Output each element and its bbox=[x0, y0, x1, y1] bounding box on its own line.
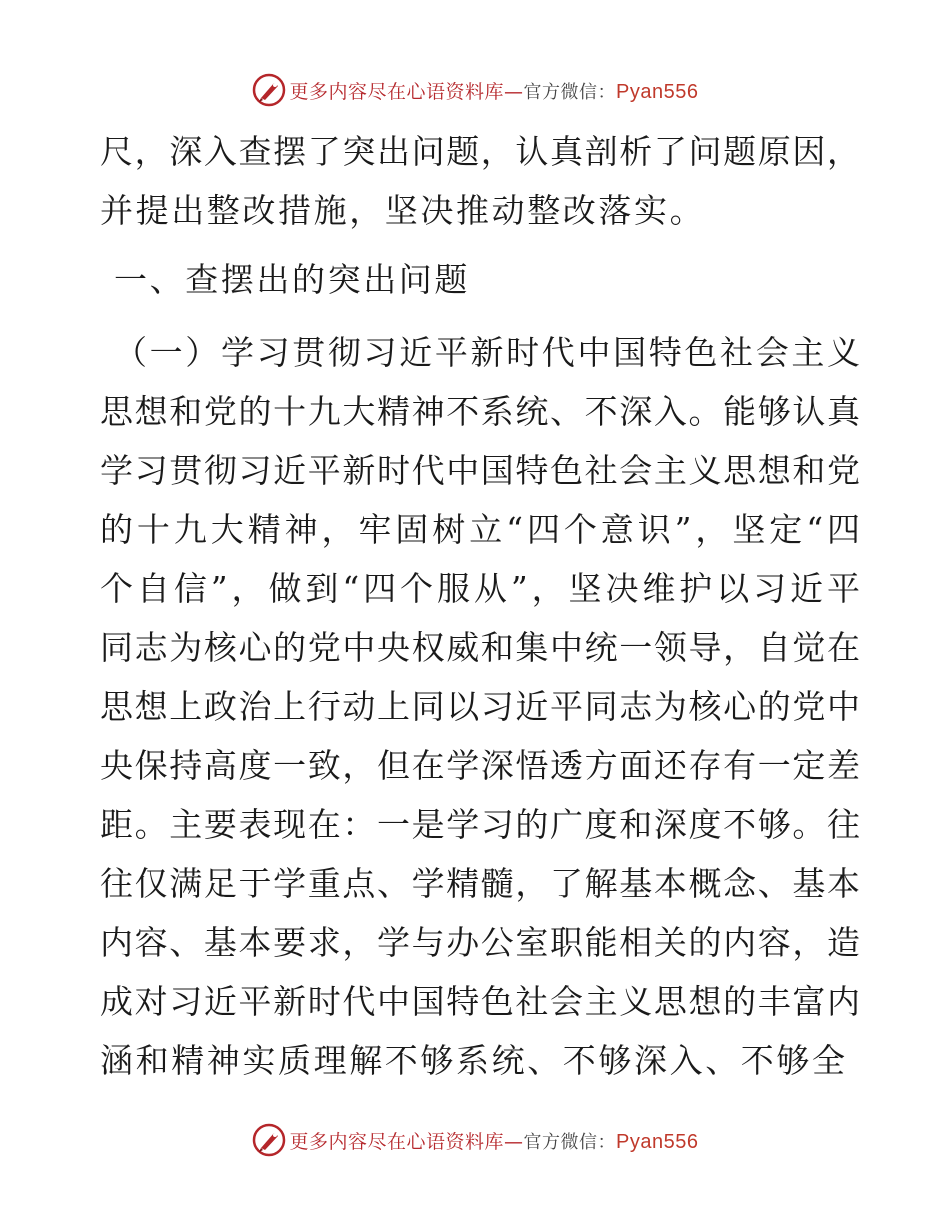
footer-wechat-id: Pyan556 bbox=[616, 1130, 699, 1153]
section-heading: 一、查摆出的突出问题 bbox=[114, 260, 470, 299]
paragraph-line: 涵和精神实质理解不够系统、不够深入、不够全 bbox=[100, 1041, 848, 1080]
pen-logo-icon bbox=[252, 73, 286, 107]
paragraph-line: 个自信”，做到“四个服从”，坚决维护以习近平 bbox=[100, 569, 860, 608]
header-contact-label: 官方微信： bbox=[523, 81, 617, 103]
document-body bbox=[100, 122, 860, 1090]
header-banner-text bbox=[290, 77, 699, 104]
paragraph-line: 思想上政治上行动上同以习近平同志为核心的党中 bbox=[100, 687, 860, 726]
footer-separator: — bbox=[504, 1130, 524, 1153]
paragraph-line: 思想和党的十九大精神不系统、不深入。能够认真 bbox=[100, 392, 860, 431]
intro-line: 并提出整改措施，坚决推动整改落实。 bbox=[100, 191, 706, 230]
footer-banner-text bbox=[290, 1127, 699, 1154]
header-banner-title: 更多内容尽在心语资料库 bbox=[289, 80, 505, 103]
paragraph-line: 成对习近平新时代中国特色社会主义思想的丰富内 bbox=[100, 982, 860, 1021]
paragraph-line: 学习贯彻习近平新时代中国特色社会主义思想和党 bbox=[100, 451, 860, 490]
paragraph-line: 距。主要表现在：一是学习的广度和深度不够。往 bbox=[100, 805, 860, 844]
footer-banner-title: 更多内容尽在心语资料库 bbox=[289, 1130, 505, 1153]
footer-contact-label: 官方微信： bbox=[523, 1131, 617, 1153]
paragraph-line: 往仅满足于学重点、学精髓，了解基本概念、基本 bbox=[100, 864, 860, 903]
footer-banner[interactable] bbox=[0, 1120, 950, 1160]
header-banner[interactable] bbox=[0, 70, 950, 110]
paragraph-line: 同志为核心的党中央权威和集中统一领导，自觉在 bbox=[100, 628, 860, 667]
paragraph-line: 的十九大精神，牢固树立“四个意识”，坚定“四 bbox=[100, 510, 860, 549]
paragraph-line: 内容、基本要求，学与办公室职能相关的内容，造 bbox=[100, 923, 860, 962]
paragraph-line: 央保持高度一致，但在学深悟透方面还存有一定差 bbox=[100, 746, 860, 785]
pen-logo-icon bbox=[252, 1123, 286, 1157]
header-wechat-id: Pyan556 bbox=[616, 80, 699, 103]
header-separator: — bbox=[504, 80, 524, 103]
paragraph-line: （一）学习贯彻习近平新时代中国特色社会主义 bbox=[114, 333, 860, 372]
intro-line: 尺，深入查摆了突出问题，认真剖析了问题原因， bbox=[100, 132, 860, 171]
